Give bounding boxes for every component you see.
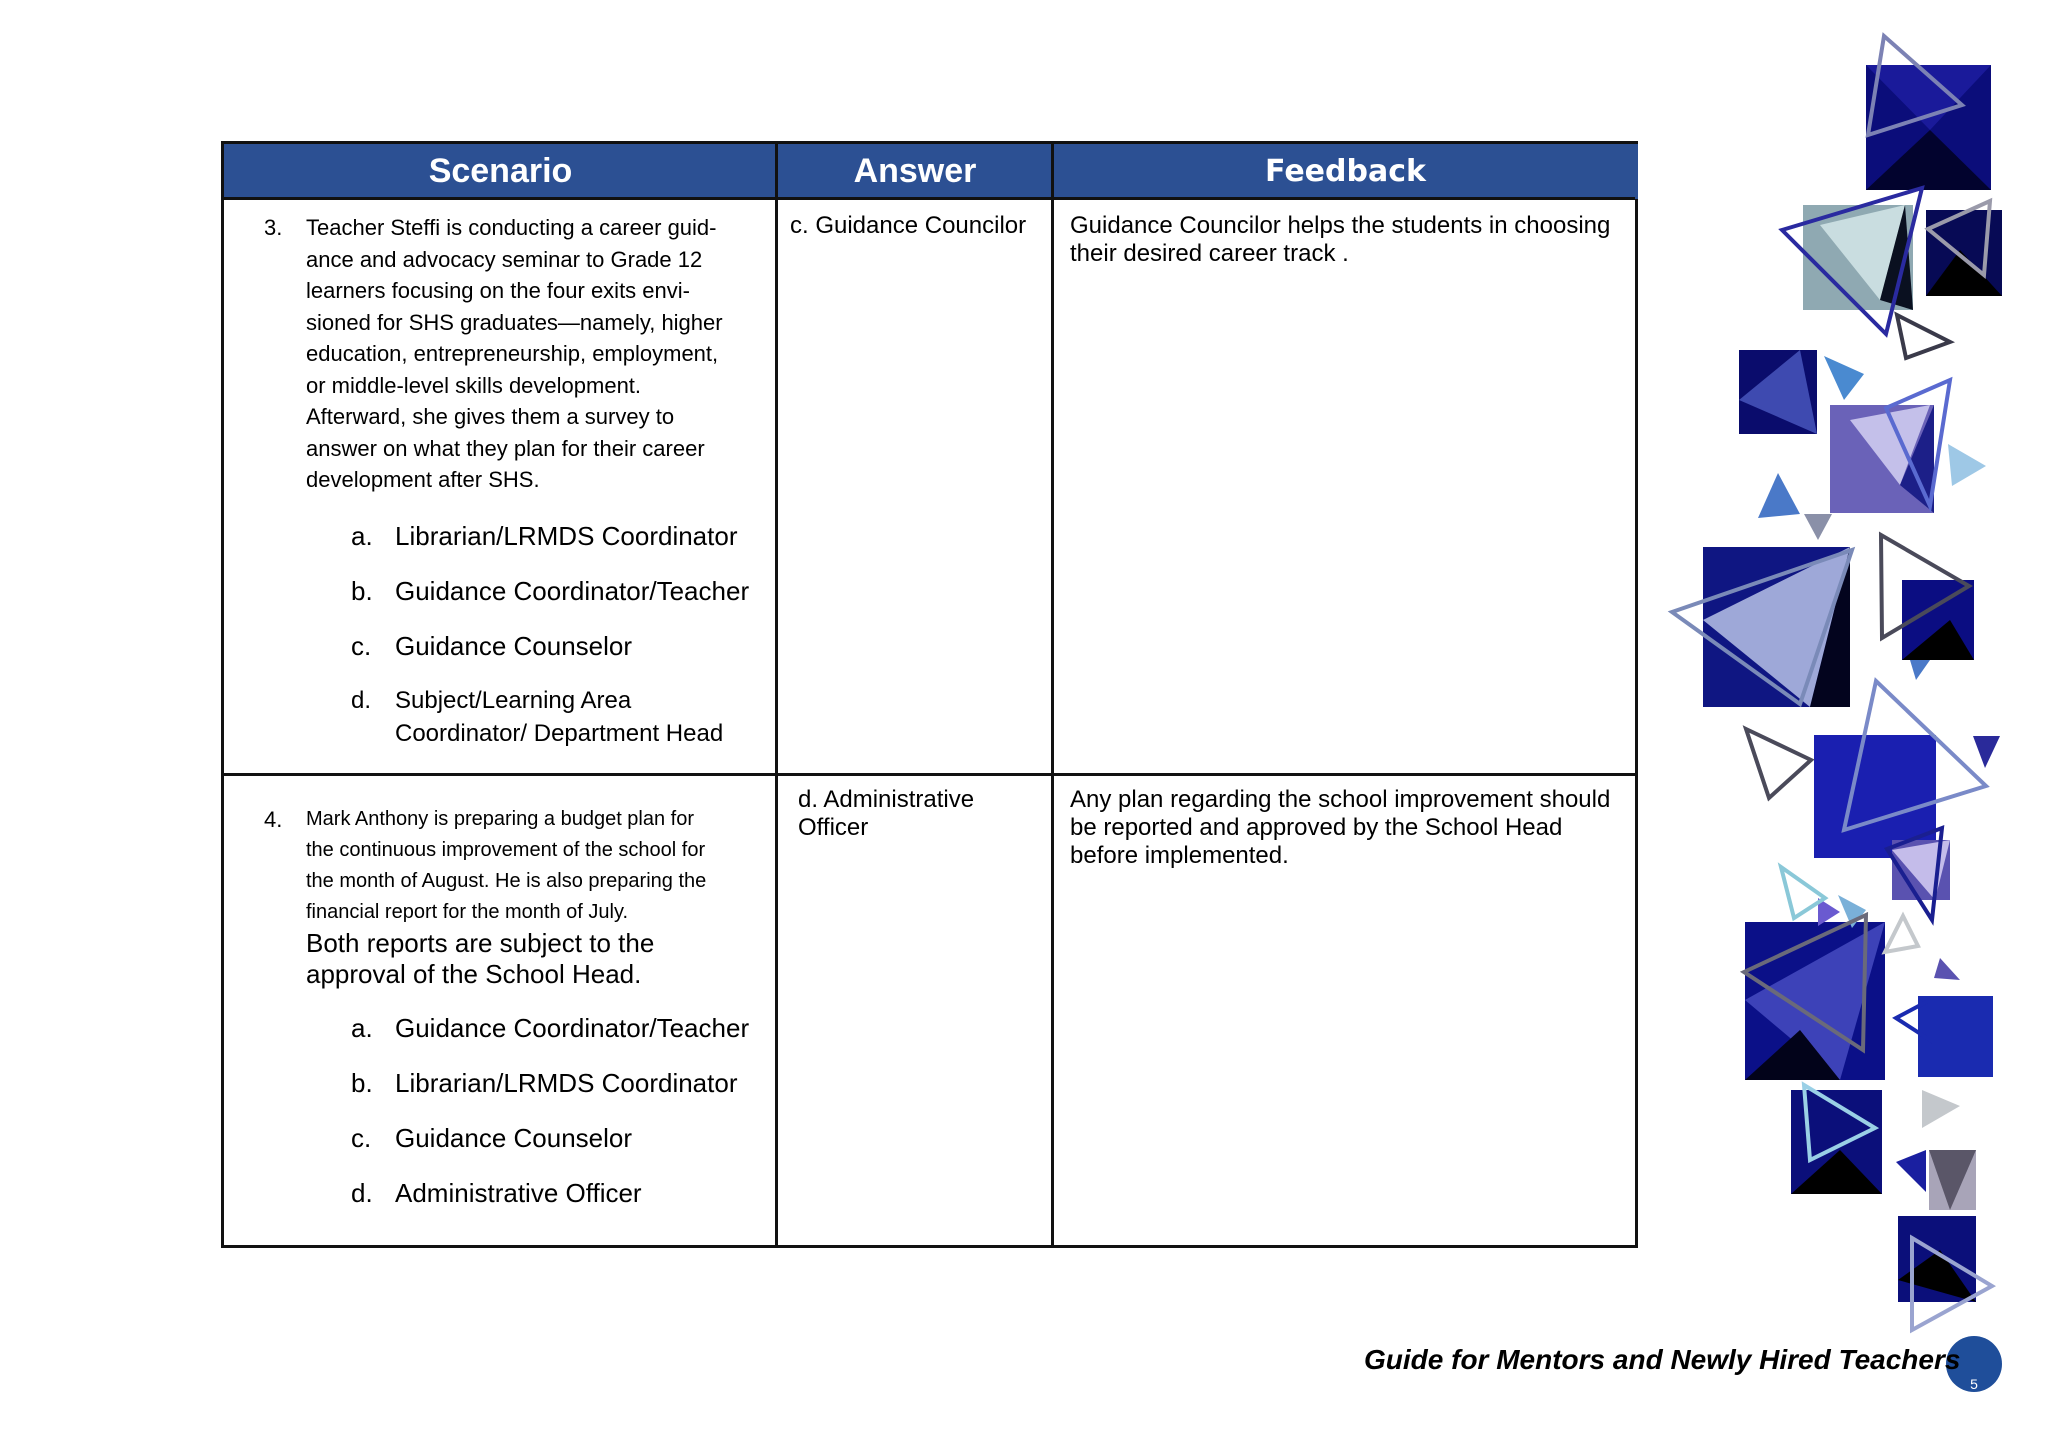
feedback-cell-4 bbox=[1054, 776, 1638, 1246]
scenario-text: Mark Anthony is preparing a budget plan for the continuous improvement of the school for the month of August. He is also preparing the financial report for the month of July. bbox=[306, 808, 707, 923]
header-scenario: Scenario bbox=[224, 144, 777, 199]
question-number: 3. bbox=[264, 215, 283, 240]
header-answer: Answer bbox=[777, 144, 1053, 199]
scenario-cell-3: 3. Teacher Steffi is conducting a career guid- ance and advocacy seminar to Grade 12 learners focusing on the four exits envi- sioned for SHS graduates—namely, higher education, entrepreneurship, employment, or middle-level skills development. Afterward, she gives them a survey to answer on what they plan for their career development after SHS. a. Librarian/LRMDS Coordinator b. Guidance Coordinator/Teacher c. Guidance Counselor d. Subject/Learning Area Coordinator/ Department Head bbox=[224, 200, 775, 773]
page-number: 5 bbox=[1970, 1376, 1978, 1392]
feedback-text: Guidance Councilor helps the students in choosing their desired career track . bbox=[1070, 212, 1611, 267]
feedback-text: Any plan regarding the school improvement should be reported and approved by the School Head before implemented. bbox=[1070, 786, 1611, 869]
footer-title: Guide for Mentors and Newly Hired Teachers bbox=[1364, 1344, 1961, 1375]
scenario-text-note: Both reports are subject to the approval of the School Head. bbox=[306, 928, 655, 989]
scenario-table bbox=[221, 141, 1638, 1248]
answer-cell-3 bbox=[778, 200, 1051, 773]
header-feedback: Feedback bbox=[1053, 144, 1638, 199]
scenario-cell-4: 4. Mark Anthony is preparing a budget plan for the continuous improvement of the school for the month of August. He is also preparing the financial report for the month of July. Both reports are subject to the approval of the School Head. a. Guidance Coordinator/Teacher b. Librarian/LRMDS Coordinator c. Guidance Counselor d. Administrative Officer bbox=[224, 776, 775, 1246]
answer-cell-4 bbox=[778, 776, 1051, 1246]
answer-text: d. Administrative Officer bbox=[798, 786, 975, 841]
feedback-cell-3 bbox=[1054, 200, 1638, 773]
answer-text: c. Guidance Councilor bbox=[790, 212, 1027, 239]
scenario-text: Teacher Steffi is conducting a career guid- ance and advocacy seminar to Grade 12 learners focusing on the four exits envi- sioned for SHS graduates—namely, higher education, entrepreneurship, employment, or middle-level skills development. Afterward, she gives them a survey to answer on what they plan for their career development after SHS. bbox=[306, 215, 723, 492]
question-number: 4. bbox=[264, 807, 283, 832]
